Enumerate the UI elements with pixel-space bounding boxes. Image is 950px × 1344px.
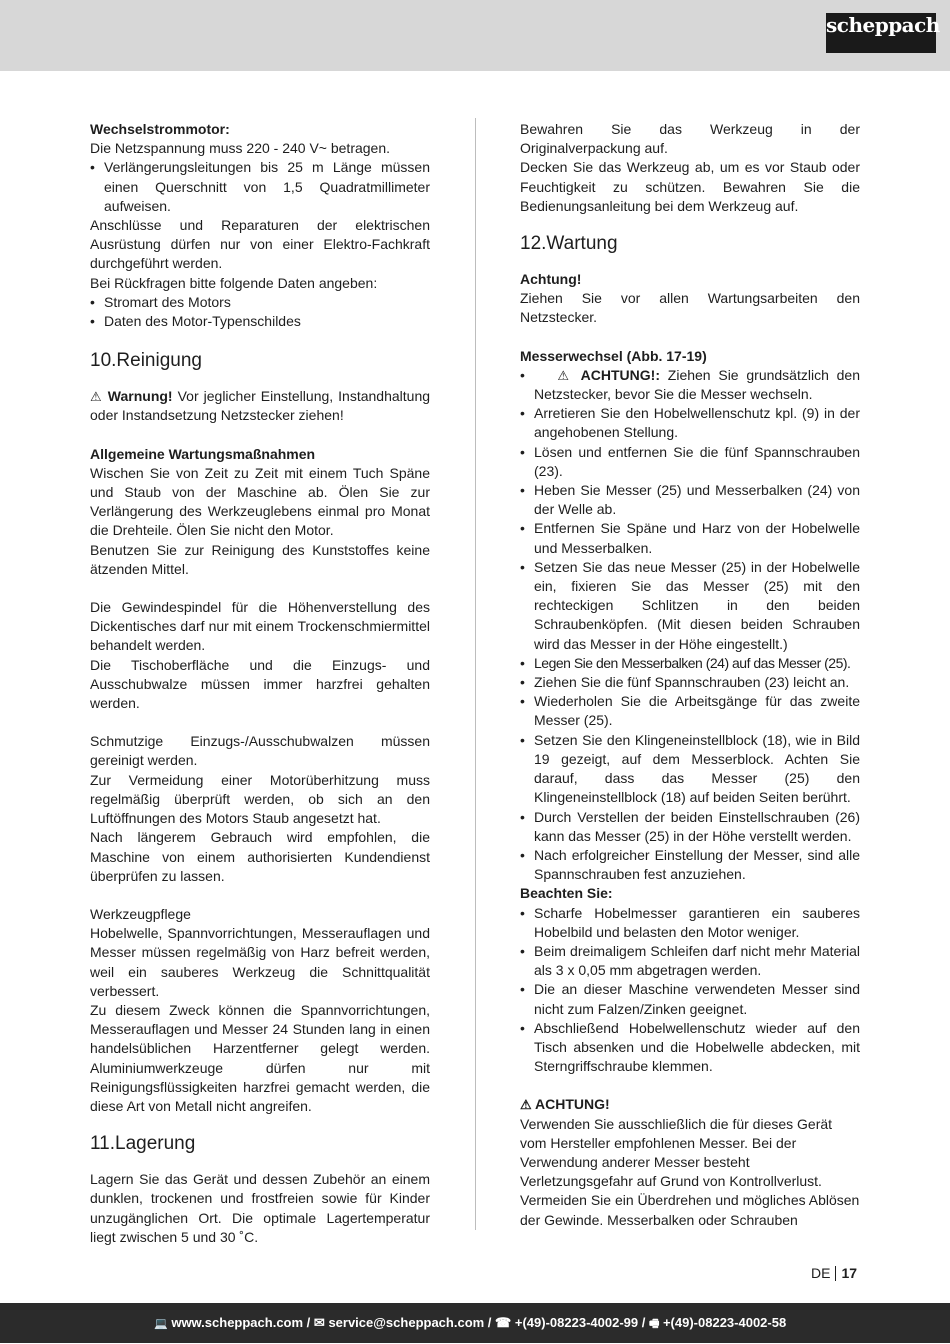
list-item: • Nach erfolgreicher Einstellung der Messer, sind alle Spannschrauben fest anzuziehen. xyxy=(520,846,860,884)
fax-icon: 🖷 xyxy=(648,1318,660,1330)
right-column xyxy=(520,120,860,1230)
warning-label: ACHTUNG! xyxy=(535,1096,610,1113)
warning-icon: ⚠ xyxy=(520,1097,532,1113)
paragraph: Ziehen Sie vor allen Wartungsarbeiten den Netzstecker. xyxy=(520,290,860,326)
paragraph: Vermeiden Sie ein Überdrehen und mögliches Ablösen der Gewinde. Messerbalken oder Schrauben xyxy=(520,1192,860,1228)
list-item: • Ziehen Sie die fünf Spannschrauben (23) leicht an. xyxy=(520,673,860,692)
phone-icon: ☎ xyxy=(495,1315,512,1330)
paragraph: Lagern Sie das Gerät und dessen Zubehör an einem dunklen, trockenen und frostfreien sowie für Kinder unzugänglichen Ort. Die optimale Lagertemperatur liegt zwischen 5 und 30 ˚C. xyxy=(90,1171,430,1245)
page-separator xyxy=(835,1266,836,1281)
paragraph: Verwenden Sie ausschließlich die für dieses Gerät vom Hersteller empfohlenen Messer. Bei der Verwendung anderer Messer besteht Verletzungsgefahr auf Grund von Kontrollverlust. xyxy=(520,1115,833,1190)
list-item: • Legen Sie den Messerbalken (24) auf das Messer (25). xyxy=(520,654,860,673)
computer-icon: 💻 xyxy=(154,1318,168,1330)
footer-contact xyxy=(154,1303,786,1344)
section-number: 10. xyxy=(90,350,117,372)
paragraph: Zu diesem Zweck können die Spannvorrichtungen, Messerauflagen und Messer 24 Stunden lang in einen handelsüblichen Harzentferner gelegt werden. Aluminiumwerkzeuge dürfen nur mit Reinigungsflüssigkeiten harzfrei gemacht werden, die diese Art von Metall nicht angreifen. xyxy=(90,1001,430,1114)
paragraph: Benutzen Sie zur Reinigung des Kunststoffes keine ätzenden Mittel. xyxy=(90,541,430,577)
achtung-title: Achtung! xyxy=(520,271,582,288)
pflege-title: Werkzeugpflege xyxy=(90,905,191,922)
scheppach-logo xyxy=(826,13,940,53)
list-item: • Die an dieser Maschine verwendeten Messer sind nicht zum Falzen/Zinken geeignet. xyxy=(520,980,860,1018)
paragraph: Hobelwelle, Spannvorrichtungen, Messerauflagen und Messer müssen regelmäßig von Harz befreit werden, weil ein sauberes Werkzeug die Schnittqualität verbessert. xyxy=(90,925,430,999)
paragraph: Wischen Sie von Zeit zu Zeit mit einem Tuch Späne und Staub von der Maschine ab. Ölen Sie zur Verlängerung des Werkzeuglebens einmal pro Monat die Drehteile. Ölen Sie nicht den Motor. xyxy=(90,464,430,539)
section-title: Lagerung xyxy=(115,1133,196,1155)
page-number-value: 17 xyxy=(841,1265,858,1281)
paragraph: Nach längerem Gebrauch wird empfohlen, die Maschine von einem authorisierten Kundendienst überprüfen zu lassen. xyxy=(90,829,430,884)
list-item: • Arretieren Sie den Hobelwellenschutz kpl. (9) in der angehobenen Stellung. xyxy=(520,404,860,442)
warning-icon: ⚠ xyxy=(90,389,103,405)
page-footer xyxy=(0,1303,950,1343)
allg-title: Allgemeine Wartungsmaßnahmen xyxy=(90,445,316,462)
section-title: Reinigung xyxy=(116,350,202,372)
list-item xyxy=(520,366,860,404)
warning-text: Vor jeglicher Einstellung, Instandhaltung oder Instandsetzung Netzstecker ziehen! xyxy=(90,388,431,424)
warning-label: ACHTUNG!: xyxy=(580,366,660,383)
mail-icon: ✉ xyxy=(313,1315,325,1330)
warning-text: Ziehen Sie grundsätzlich den Netzstecker, bevor Sie die Messer wechseln. xyxy=(534,366,861,403)
paragraph: Zur Vermeidung einer Motorüberhitzung muss regelmäßig überprüft werden, ob sich an den Luftöffnungen des Motors Staub angesetzt hat. xyxy=(90,771,430,827)
section-heading-lagerung xyxy=(90,1131,430,1157)
footer-web[interactable]: www.scheppach.com / xyxy=(171,1315,311,1330)
motor-queries: Bei Rückfragen bitte folgende Daten angeben: xyxy=(90,274,378,291)
list-item: • Entfernen Sie Späne und Harz von der Hobelwelle und Messerbalken. xyxy=(520,519,860,557)
motor-title: Wechselstrommotor: xyxy=(90,121,230,137)
list-item: • Wiederholen Sie die Arbeitsgänge für das zweite Messer (25). xyxy=(520,692,860,730)
page-number xyxy=(811,1264,857,1283)
logo-text: scheppach xyxy=(826,13,940,37)
left-column xyxy=(90,120,430,1247)
column-divider xyxy=(475,118,476,1230)
beachten-list xyxy=(520,904,860,1077)
list-item: • Daten des Motor-Typenschildes xyxy=(90,312,430,331)
list-item: • Setzen Sie das neue Messer (25) in der Hobelwelle ein, fixieren Sie das Messer (25) mit den rechteckigen Schlitzen in den beiden Schraubenköpfen. (Mit diesen beiden Schrauben wird das Messer in der Höhe eingestellt.) xyxy=(520,558,860,654)
paragraph: Die Gewindespindel für die Höhenverstellung des Dickentisches darf nur mit einem Trockenschmiermittel behandelt werden. xyxy=(90,599,430,654)
page-language: DE xyxy=(811,1265,831,1281)
section-number: 11. xyxy=(90,1133,116,1155)
paragraph: Die Tischoberfläche und die Einzugs- und Ausschubwalze müssen immer harzfrei gehalten werden. xyxy=(90,656,430,712)
section-heading-wartung xyxy=(520,231,860,257)
list-item: • Scharfe Hobelmesser garantieren ein sauberes Hobelbild und belasten den Motor weniger. xyxy=(520,904,860,942)
section-heading-reinigung xyxy=(90,348,430,374)
list-item: • Stromart des Motors xyxy=(90,293,430,312)
paragraph: Bewahren Sie das Werkzeug in der Originalverpackung auf. xyxy=(520,121,860,157)
section-number: 12. xyxy=(520,233,547,255)
paragraph: Schmutzige Einzugs-/Ausschubwalzen müssen gereinigt werden. xyxy=(90,733,430,769)
list-item: • Abschließend Hobelwellenschutz wieder auf den Tisch absenken und die Hobelwelle abdecken, mit Sterngriffschraube klemmen. xyxy=(520,1019,860,1077)
achtung-warning-title xyxy=(520,1095,860,1114)
footer-phone: +(49)-08223-4002-99 / xyxy=(514,1315,646,1330)
paragraph: Decken Sie das Werkzeug ab, um es vor Staub oder Feuchtigkeit zu schützen. Bewahren Sie die Bedienungsanleitung bei dem Werkzeug auf. xyxy=(520,159,860,214)
footer-fax: +(49)-08223-4002-58 xyxy=(662,1315,787,1330)
motor-list-1 xyxy=(90,158,430,216)
motor-repairs: Anschlüsse und Reparaturen der elektrischen Ausrüstung dürfen nur von einer Elektro-Fachkraft durchgeführt werden. xyxy=(90,217,430,272)
list-item: • Lösen und entfernen Sie die fünf Spannschrauben (23). xyxy=(520,443,860,481)
list-item: • Verlängerungsleitungen bis 25 m Länge müssen einen Querschnitt von 1,5 Quadratmillimeter aufweisen. xyxy=(90,158,430,216)
messer-steps xyxy=(520,366,860,884)
list-item: • Setzen Sie den Klingeneinstellblock (18), wie in Bild 19 gezeigt, auf dem Messerblock. Achten Sie darauf, dass das Messer (25) den Klingeneinstellblock (18) auf beiden Seiten berührt. xyxy=(520,731,860,808)
motor-voltage: Die Netzspannung muss 220 - 240 V~ betragen. xyxy=(90,140,391,157)
section-title: Wartung xyxy=(546,233,618,255)
list-item: • Durch Verstellen der beiden Einstellschrauben (26) kann das Messer (25) in der Höhe verstellt werden. xyxy=(520,808,860,846)
list-item: • Beim dreimaligem Schleifen darf nicht mehr Material als 3 x 0,05 mm abgetragen werden. xyxy=(520,942,860,980)
list-item: • Heben Sie Messer (25) und Messerbalken (24) von der Welle ab. xyxy=(520,481,860,519)
warning-icon: ⚠ xyxy=(557,367,573,383)
page-header xyxy=(0,0,950,71)
motor-list-2 xyxy=(90,293,430,331)
messer-title: Messerwechsel (Abb. 17-19) xyxy=(520,347,707,364)
warning-label: Warnung! xyxy=(107,388,173,405)
footer-mail[interactable]: service@scheppach.com / xyxy=(328,1315,492,1330)
warning-paragraph xyxy=(90,387,430,425)
beachten-title: Beachten Sie: xyxy=(520,885,613,902)
